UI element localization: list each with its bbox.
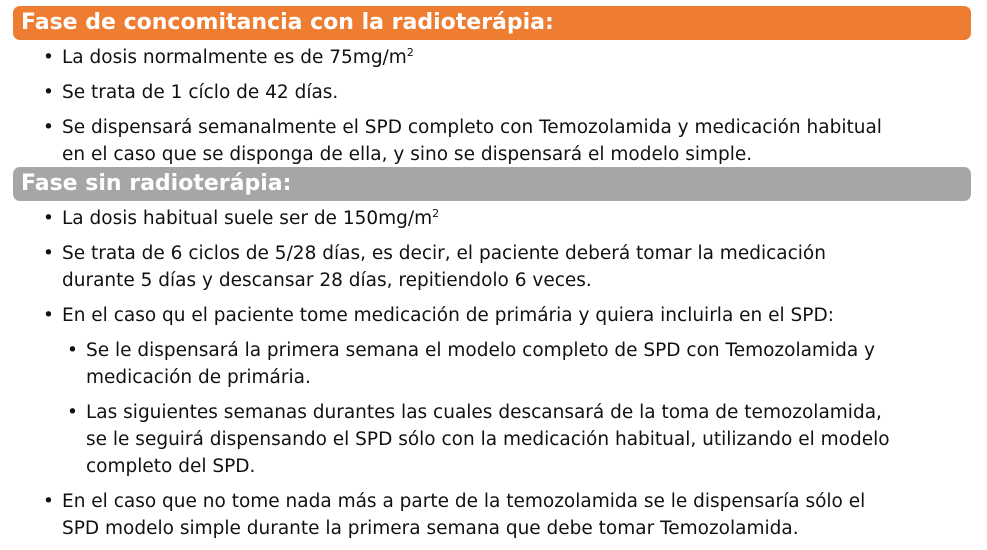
list-item-dosis <box>0 44 962 71</box>
item-text-line: medicación de primária. <box>86 367 311 388</box>
bullet-icon: • <box>67 340 78 361</box>
list-item-dosis <box>0 205 962 232</box>
item-text-line: SPD modelo simple durante la primera semana que debe tomar Temozolamida. <box>62 518 799 539</box>
list-item-ciclos <box>0 240 962 294</box>
sub-list-item-siguientes-semanas <box>0 399 962 480</box>
item-text-line: Se trata de 6 ciclos de 5/28 días, es decir, el paciente deberá tomar la medicación <box>62 243 826 264</box>
list-item-dispensacion <box>0 114 962 168</box>
bullet-icon: • <box>43 305 54 326</box>
section-header-sin-radioterapia: Fase sin radioterápia: <box>13 167 971 201</box>
bullet-icon: • <box>43 82 54 103</box>
item-text: En el caso qu el paciente tome medicación de primária y quiera incluirla en el SPD: <box>62 305 834 326</box>
item-text-line: en el caso que se disponga de ella, y sino se dispensará el modelo simple. <box>62 144 753 165</box>
sub-list-item-primera-semana <box>0 337 962 391</box>
item-text-line: Las siguientes semanas durantes las cuales descansará de la toma de temozolamida, <box>86 402 882 423</box>
section-list-concomitancia <box>0 44 962 176</box>
bullet-icon: • <box>43 243 54 264</box>
item-text-line: En el caso que no tome nada más a parte de la temozolamida se le dispensaría sólo el <box>62 491 866 512</box>
bullet-icon: • <box>67 402 78 423</box>
item-text-line: completo del SPD. <box>86 456 256 477</box>
item-text-line: Se le dispensará la primera semana el modelo completo de SPD con Temozolamida y <box>86 340 875 361</box>
superscript: 2 <box>406 46 414 59</box>
bullet-icon: • <box>43 117 54 138</box>
bullet-icon: • <box>43 491 54 512</box>
bullet-icon: • <box>43 208 54 229</box>
section-header-concomitancia: Fase de concomitancia con la radioterápia: <box>13 6 971 40</box>
section-list-sin-radioterapia <box>0 205 962 550</box>
item-text: La dosis normalmente es de 75mg/m <box>62 47 407 68</box>
item-text: La dosis habitual suele ser de 150mg/m <box>62 208 433 229</box>
list-item-ciclo <box>0 79 962 106</box>
item-text-line: durante 5 días y descansar 28 días, repitiendolo 6 veces. <box>62 270 592 291</box>
list-item-modelo-simple <box>0 488 962 542</box>
bullet-icon: • <box>43 47 54 68</box>
superscript: 2 <box>432 207 440 220</box>
item-text-line: se le seguirá dispensando el SPD sólo con la medicación habitual, utilizando el modelo <box>86 429 890 450</box>
list-item-primaria <box>0 302 962 329</box>
item-text: Se trata de 1 cíclo de 42 días. <box>62 82 339 103</box>
item-text-line: Se dispensará semanalmente el SPD completo con Temozolamida y medicación habitual <box>62 117 882 138</box>
